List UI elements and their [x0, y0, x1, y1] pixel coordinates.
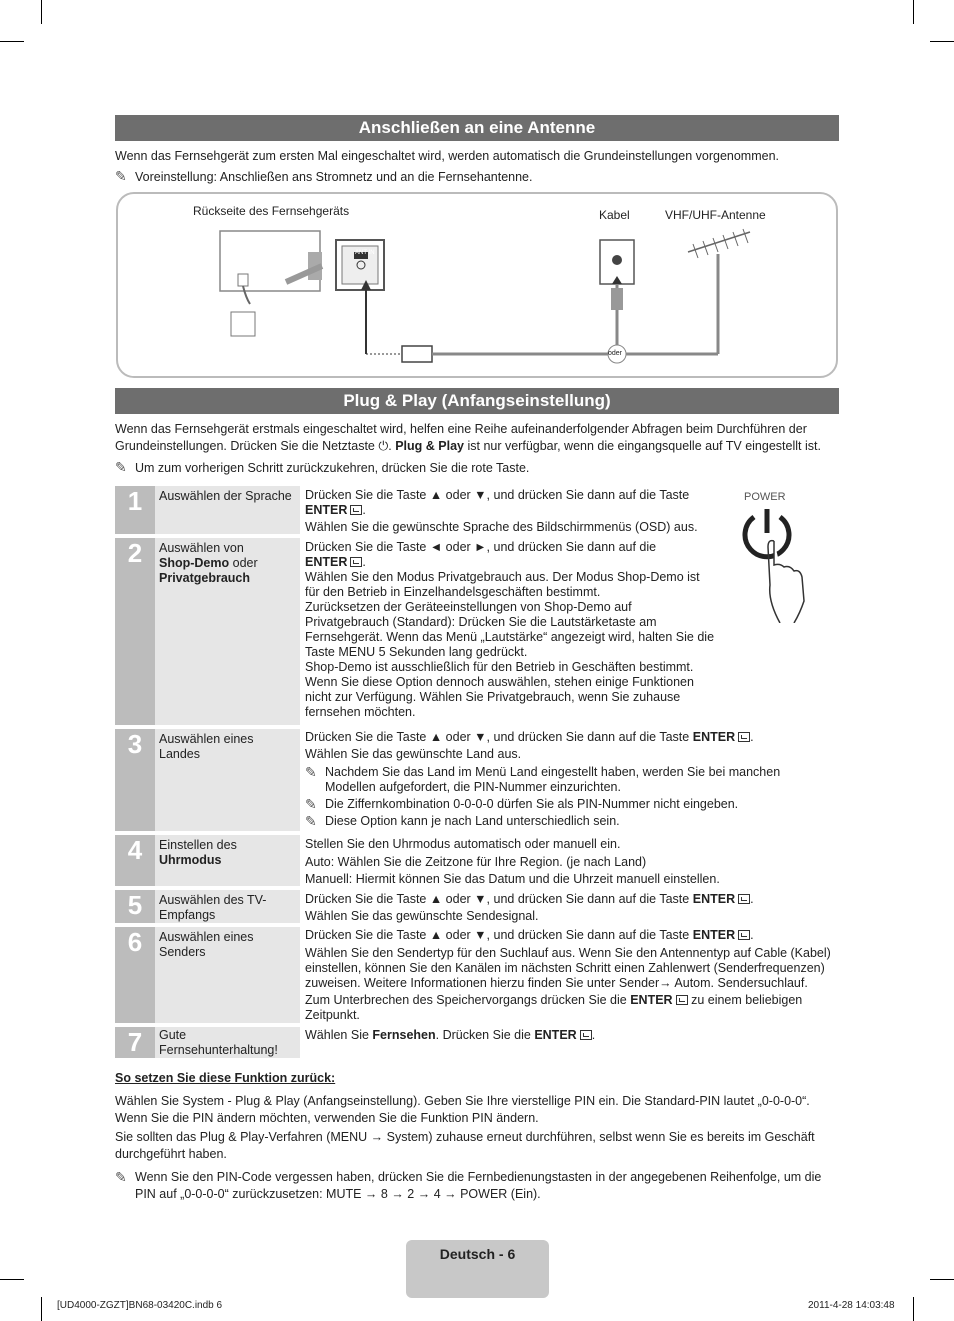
print-timestamp: 2011-4-28 14:03:48: [808, 1300, 895, 1311]
crop-mark: [0, 1279, 24, 1280]
step-7-desc: Wählen Sie Fernsehen. Drücken Sie die ENTER .: [305, 1028, 596, 1042]
pencil-icon: ✎: [305, 764, 317, 780]
page-label: Deutsch - 6: [439, 1246, 516, 1262]
step-number: 3: [115, 729, 155, 831]
pencil-icon: ✎: [115, 459, 127, 475]
power-label: POWER: [744, 491, 786, 503]
crop-mark: [41, 1297, 42, 1321]
print-file-info: [UD4000-ZGZT]BN68-03420C.indb 6: [57, 1300, 223, 1311]
pencil-icon: ✎: [305, 813, 317, 829]
step-label: Einstellen des Uhrmodus: [155, 835, 300, 886]
reset-note: ✎ Wenn Sie den PIN-Code vergessen haben, drücken Sie die Fernbedienungstasten in der angegebenen Reihenfolge, um die PIN auf „0-0-0-0“ zurückzusetzen: MUTE → 8 → 2 → 4 → POWER (Ein).: [115, 1169, 822, 1201]
enter-icon: [676, 995, 688, 1005]
section-title-antenna: Anschließen an eine Antenne: [115, 115, 839, 141]
step-3-desc: Drücken Sie die Taste ▲ oder ▼, und drücken Sie dann auf die Taste ENTER . Wählen Sie das gewünschte Land aus. ✎ Nachdem Sie das Land im Menü Land eingestellt haben, werden Sie bei manchen Modellen aufgefordert, die PIN-Nummer einzurichten. ✎ Die Ziffernkombination 0-0-0-0 dürfen Sie als PIN-Nummer nicht eingeben. ✎ Diese Option kann je nach Land unterschiedlich sein.: [305, 730, 781, 829]
step-label: Auswählen von Shop-Demo oder Privatgebrauch: [155, 538, 300, 725]
reset-paragraph-2: Sie sollten das Plug & Play-Verfahren (MENU → System) zuhause erneut durchführen, selbst wenn Sie es bereits im Geschäft durchgeführt haben.: [115, 1130, 815, 1161]
power-hand-illustration: [740, 505, 810, 623]
step-4-desc: Stellen Sie den Uhrmodus automatisch oder manuell ein. Auto: Wählen Sie die Zeitzone für Ihre Region. (je nach Land) Manuell: Hiermit können Sie das Datum und die Uhrzeit manuell einstellen.: [305, 837, 720, 886]
crop-mark: [0, 41, 24, 42]
tv-back-label: Rückseite des Fernsehgeräts: [193, 204, 350, 218]
pencil-icon: ✎: [305, 796, 317, 812]
crop-mark: [930, 1279, 954, 1280]
enter-icon: [580, 1030, 592, 1040]
step-label: Auswählen des TV-Empfangs: [155, 890, 300, 923]
or-label: oder: [608, 350, 623, 357]
crop-mark: [41, 0, 42, 24]
enter-icon: [350, 557, 362, 567]
crop-mark: [913, 1297, 914, 1321]
step-label: Auswählen eines Senders: [155, 927, 300, 1023]
step-number: 7: [115, 1027, 155, 1058]
crop-mark: [913, 0, 914, 24]
plugplay-note: ✎ Um zum vorherigen Schritt zurückzukehren, drücken Sie die rote Taste.: [115, 459, 530, 475]
crop-mark: [930, 41, 954, 42]
plugplay-intro-2: Grundeinstellungen. Drücken Sie die Netztaste ⏻. Plug & Play ist nur verfügbar, wenn die eingangsquelle auf TV eingestellt ist.: [115, 439, 821, 453]
antenna-note: ✎ Voreinstellung: Anschließen ans Stromnetz und an die Fernsehantenne.: [115, 168, 533, 184]
step-number: 5: [115, 890, 155, 923]
enter-icon: [738, 732, 750, 742]
step-label: Auswählen der Sprache: [155, 486, 300, 534]
cable-label: Kabel: [599, 208, 630, 222]
step-2-desc: Drücken Sie die Taste ◄ oder ►, und drücken Sie dann auf die ENTER . Wählen Sie den Modus Privatgebrauch aus. Der Modus Shop-Demo ist für den Betrieb in Einzelhandelsgeschäften bestimmt. Zurücksetzen der Geräteeinstellungen von Shop-Demo auf Privatgebrauch (Standard): Drücken Sie die Lautstärketaste am Fernsehgerät. Wenn das Menü „Lautstärke“ angezeigt wird, halten Sie die Taste MENU 5 Sekunden lang gedrückt. Shop-Demo ist ausschließlich für den Betrieb in Geschäften bestimmt. Wenn Sie diese Option dennoch auswählen, stehen einige Funktionen nicht zur Verfügung. Wählen Sie Privatgebrauch, wenn Sie zuhause fernsehen möchten.: [305, 540, 715, 719]
step-label: Gute Fernsehunterhaltung!: [155, 1027, 300, 1058]
step-number: 2: [115, 538, 155, 725]
step-number: 6: [115, 927, 155, 1023]
reset-paragraph-1: Wählen Sie System - Plug & Play (Anfangseinstellung). Geben Sie Ihre vierstellige PIN ein. Die Standard-PIN lautet „0-0-0-0“. Wenn Sie die PIN ändern möchten, verwenden Sie die Funktion PIN ändern.: [115, 1094, 810, 1125]
antenna-intro: Wenn das Fernsehgerät zum ersten Mal eingeschaltet wird, werden automatisch die Grundeinstellungen vorgenommen.: [115, 149, 780, 163]
antenna-diagram: [116, 192, 838, 378]
enter-icon: [350, 505, 362, 515]
reset-heading: So setzen Sie diese Funktion zurück:: [115, 1071, 336, 1085]
step-6-desc: Drücken Sie die Taste ▲ oder ▼, und drücken Sie dann auf die Taste ENTER . Wählen Sie den Sendertyp für den Suchlauf aus. Wenn Sie den Antennentyp auf Cable (Kabel) einstellen, können Sie den Kanälen im nächsten Schritt einen Zahlenwert (Senderfrequenzen) zuweisen. Weitere Informationen hierzu finden Sie unter Sender→ Autom. Sendersuchlauf. Zum Unterbrechen des Speichervorgangs drücken Sie die ENTER zu einem beliebigen Zeitpunkt.: [305, 928, 831, 1022]
plugplay-intro-1: Wenn das Fernsehgerät erstmals eingeschaltet wird, helfen eine Reihe aufeinanderfolgender Abfragen beim Durchführen der: [115, 422, 807, 436]
enter-icon: [738, 894, 750, 904]
pencil-icon: ✎: [115, 168, 127, 184]
step-1-desc: Drücken Sie die Taste ▲ oder ▼, und drücken Sie dann auf die Taste ENTER . Wählen Sie die gewünschte Sprache des Bildschirmmenüs (OSD) aus.: [305, 488, 698, 534]
step-5-desc: Drücken Sie die Taste ▲ oder ▼, und drücken Sie dann auf die Taste ENTER . Wählen Sie das gewünschte Sendesignal.: [305, 892, 754, 923]
pencil-icon: ✎: [115, 1169, 127, 1185]
power-icon: ⏻: [378, 439, 389, 453]
step-number: 1: [115, 486, 155, 534]
section-title-plugplay: Plug & Play (Anfangseinstellung): [115, 388, 839, 414]
antenna-label: VHF/UHF-Antenne: [665, 208, 766, 222]
page-number-tab: [406, 1240, 549, 1298]
ant-in-label: ANT IN: [355, 250, 375, 256]
step-number: 4: [115, 835, 155, 886]
enter-icon: [738, 930, 750, 940]
step-label: Auswählen eines Landes: [155, 729, 300, 831]
